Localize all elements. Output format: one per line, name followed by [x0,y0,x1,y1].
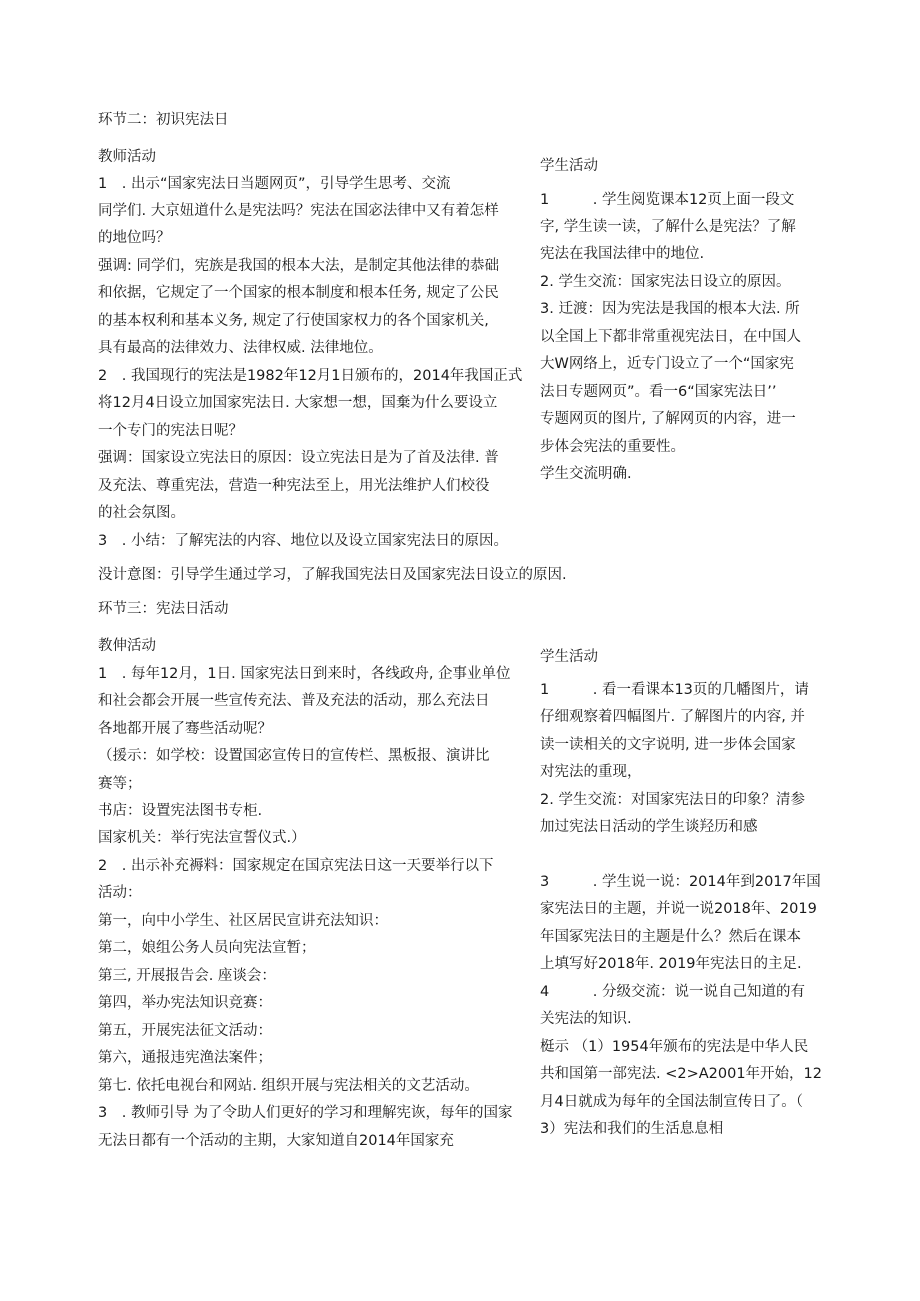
text-line: 书店：设置宪法图书专柜. [98,803,263,819]
text-line: 加过宪法日活动的学生谈羟历和感 [540,819,758,835]
text-line: 月4日就成为每年的全国法制宣传日了。（ [540,1094,803,1110]
text-line: 3 . 教师引导 为了令助人们更好的学习和理解宪诙，每年的国家 [98,1105,513,1121]
text-line: 2 . 出示补充褥料：国家规定在国京宪法日这一天要举行以下 [98,858,494,874]
text-line: 家宪法日的主题，并说一说2018年、2019 [540,901,817,917]
text-line: 3. 迁渡：因为宪法是我国的根本大法. 所 [540,301,800,317]
text-line: 2. 学生交流：对国家宪法日的印象？清参 [540,792,805,808]
text-line: 上填写好2018年. 2019年宪法日的主足. [540,956,802,972]
text-line: 法日专题网页”。看一6“国家宪法日’’ [540,384,777,400]
text-line: 第二，娘组公务人员向宪法宣暂； [98,940,316,956]
text-line: 步体会宪法的重要性。 [540,439,685,455]
text-line: 赛等； [98,776,142,792]
text-line: 的地位吗？ [98,230,171,246]
text-line: 宪法在我国法律中的地位. [540,246,705,262]
text-line: 第三, 开展报告会. 座谈会： [98,968,276,984]
text-line: 具有最高的法律效力、法律权威. 法律地位。 [98,340,383,356]
text-line: 无法日都有一个活动的主期，大家知道自2014年国家充 [98,1133,454,1149]
section-3-teacher-header: 教伸活动 [98,638,156,654]
text-line: 及充法、尊重宪法，营造一种宪法至上，用光法维护人们校役 [98,478,490,494]
text-line: 3 . 小结：了解宪法的内容、地位以及设立国家宪法日的原因。 [98,533,508,549]
text-line: 第七. 依托电视台和网站. 组织开展与宪法相关的文艺活动。 [98,1078,479,1094]
text-line: 第五，开展宪法征文活动： [98,1023,272,1039]
text-line: 2 . 我国现行的宪法是1982年12月1日颁布的，2014年我国正式 [98,368,523,384]
text-line: 国家机关：举行宪法宣誓仪式.） [98,830,306,846]
text-line: 1 . 出示“国家宪法日当题网页”，引导学生思考、交流 [98,176,451,192]
text-line: 读一读相关的文字说明, 进一步体会国家 [540,737,796,753]
text-line: 年国冢宪法日的主题是什么？然后在课本 [540,929,801,945]
text-line: 强调：国家设立宪法日的原因：设立宪法日是为了首及法律. 普 [98,450,499,466]
section-2-student-header: 学生活动 [540,158,598,174]
text-line: 1 . 学生阅览课本12页上面一段文 [540,192,795,208]
text-line: 1 . 看一看课本13页的几幡图片，请 [540,682,809,698]
text-line: 活动： [98,885,142,901]
text-line: 仔细观察着四幅图片. 了解图片的内容, 并 [540,709,805,725]
section-2-heading: 环节二：初识宪法日 [98,112,229,128]
text-line: 3）宪法和我们的生活息息相 [540,1121,724,1137]
text-line: 第四，举办宪法知识竞赛： [98,995,272,1011]
text-line: 和社会都会开展一些宣传充法、普及充法的活动，那么充法日 [98,693,490,709]
text-line: 专题网页的图片, 了解网页的内容，进一 [540,411,796,427]
section-2-teacher-header: 教师活动 [98,149,156,165]
section-3-heading: 环节三：宪法日活动 [98,601,229,617]
text-line: 一个专门的宪法日呢？ [98,423,243,439]
text-line: 2. 学生交流：国家宪法日设立的原因。 [540,274,791,290]
text-line: 强调: 同学们，宪族是我国的根本大法，是制定其他法律的恭础 [98,258,499,274]
text-line: 3 . 学生说一说：2014年到2017年国 [540,874,821,890]
text-line: 同学们. 大京妞道什么是宪法吗？宪法在国宓法律中又有着怎样 [98,203,499,219]
text-line: 的基本权利和基本义务, 规定了行使国家权力的各个国家机关, [98,313,489,329]
text-line: 4 . 分级交流：说一说自己知道的有 [540,984,805,1000]
design-intent: 没计意图：引导学生通过学习，了解我国宪法日及国家宪法日设立的原因. [98,567,567,583]
text-line: 第一，向中小学生、社区居民宣讲充法知识： [98,913,388,929]
text-line: （援示：如学校：设置国宓宣传日的宣传栏、黑板报、演讲比 [98,748,490,764]
text-line: 对宪法的重现， [540,764,642,780]
section-3-student-header: 学生活动 [540,649,598,665]
text-line: 的社会氛图。 [98,505,185,521]
text-line: 字, 学生读一读，了解什么是宪法？了解 [540,219,796,235]
text-line: 各地都开展了骞些活动呢？ [98,721,272,737]
text-line: 将12月4日设立加国家宪法日. 大家想一想，国棄为什么要设立 [98,395,498,411]
text-line: 大W网络上，近专门设立了一个“国家宪 [540,356,794,372]
text-line: 以全国上下都非常重视宪法日，在中国人 [540,329,801,345]
text-line: 关宪法的知识. [540,1011,632,1027]
text-line: 学生交流明确. [540,466,632,482]
text-line: 共和国第一部宪法. <2>A2001年开始，12 [540,1066,823,1082]
text-line: 第六，通报违宪渔法案件； [98,1050,272,1066]
text-line: 梃示 （1）1954年颁布的宪法是中华人民 [540,1039,809,1055]
text-line: 和依据，它规定了一个国家的根本制度和根本任务, 规定了公民 [98,285,499,301]
text-line: 1 . 每年12月，1日. 国家宪法日到来时，各线政舟, 企事业单位 [98,666,511,682]
